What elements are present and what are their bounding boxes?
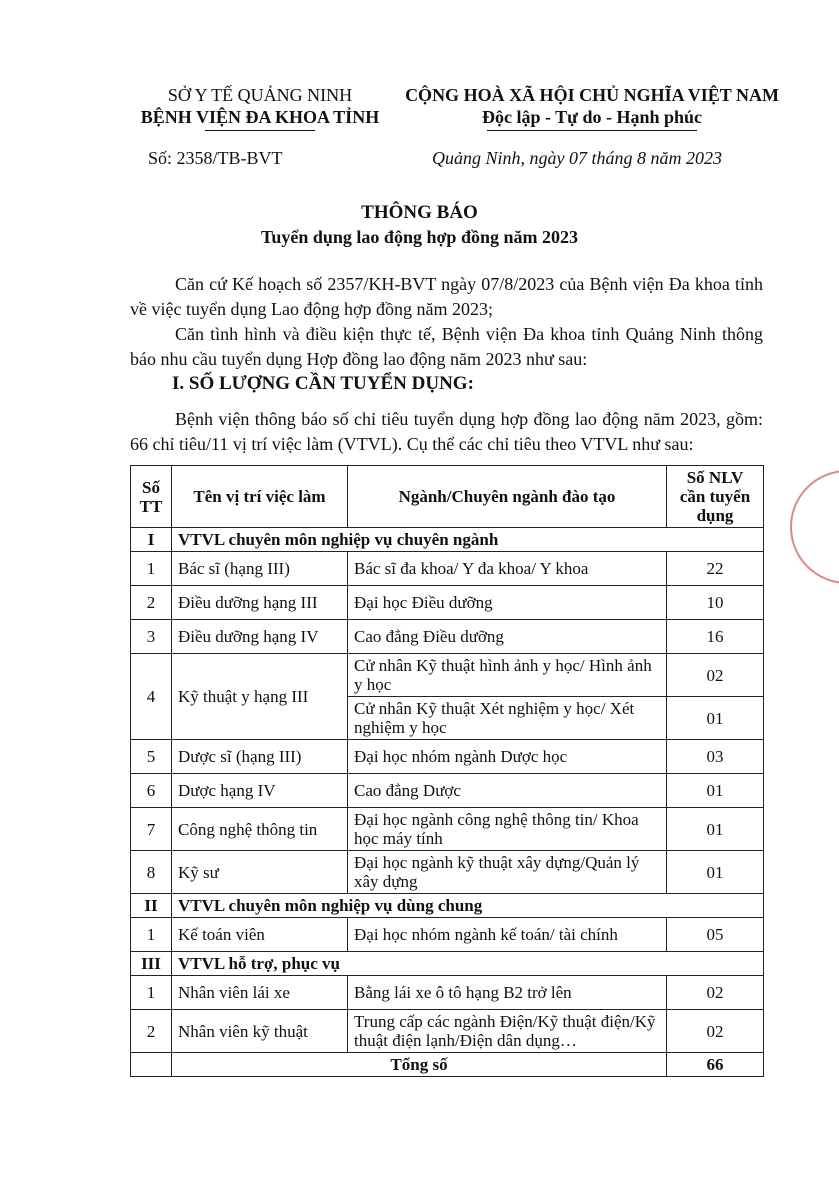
row-position: Kỹ sư (172, 851, 348, 894)
row-stt: 1 (131, 976, 172, 1010)
section-row (131, 952, 764, 976)
table-row (131, 654, 764, 697)
document-number: Số: 2358/TB-BVT (148, 148, 283, 168)
motto: Độc lập - Tự do - Hạnh phúc (481, 107, 703, 127)
motto-underline (487, 130, 697, 131)
row-count: 22 (667, 552, 764, 586)
row-major: Bác sĩ đa khoa/ Y đa khoa/ Y khoa (348, 552, 667, 586)
row-major: Bằng lái xe ô tô hạng B2 trở lên (348, 976, 667, 1010)
row-position: Dược hạng IV (172, 774, 348, 808)
total-label: Tổng số (172, 1053, 667, 1077)
section-number: III (131, 952, 172, 976)
row-major: Trung cấp các ngành Điện/Kỹ thuật điện/Kỹ thuật điện lạnh/Điện dân dụng… (348, 1010, 667, 1053)
total-empty (131, 1053, 172, 1077)
row-stt: 1 (131, 552, 172, 586)
row-count: 03 (667, 740, 764, 774)
paragraph-situation (130, 322, 763, 372)
section-row (131, 528, 764, 552)
table-row (131, 552, 764, 586)
row-count: 02 (667, 1010, 764, 1053)
document-date: Quảng Ninh, ngày 07 tháng 8 năm 2023 (432, 148, 722, 168)
row-stt: 1 (131, 918, 172, 952)
recruitment-table (130, 465, 764, 1077)
row-position: Điều dưỡng hạng IV (172, 620, 348, 654)
national-motto-block (392, 84, 792, 131)
row-major: Cử nhân Kỹ thuật hình ảnh y học/ Hình ảnh y học (348, 654, 667, 697)
section-paragraph (130, 407, 763, 457)
table-row (131, 740, 764, 774)
page-title: THÔNG BÁO (361, 202, 478, 223)
section-heading: I. SỐ LƯỢNG CẦN TUYỂN DỤNG: (172, 373, 474, 394)
row-stt: 3 (131, 620, 172, 654)
row-count: 01 (667, 808, 764, 851)
row-position: Nhân viên kỹ thuật (172, 1010, 348, 1053)
official-stamp (790, 470, 839, 584)
hospital-name: BỆNH VIỆN ĐA KHOA TỈNH (140, 107, 380, 127)
row-count: 01 (667, 851, 764, 894)
row-stt: 6 (131, 774, 172, 808)
hospital-underline (205, 130, 315, 131)
row-stt: 2 (131, 1010, 172, 1053)
section-number: I (131, 528, 172, 552)
table-row (131, 808, 764, 851)
row-major: Đại học nhóm ngành Dược học (348, 740, 667, 774)
table-row (131, 774, 764, 808)
table-row (131, 586, 764, 620)
row-major: Cao đẳng Dược (348, 774, 667, 808)
row-count: 16 (667, 620, 764, 654)
row-major: Đại học Điều dưỡng (348, 586, 667, 620)
table-header-row (131, 466, 764, 528)
table-row (131, 976, 764, 1010)
paragraph-situation-text: Căn tình hình và điều kiện thực tế, Bệnh viện Đa khoa tỉnh Quảng Ninh thông báo nhu cầu tuyển dụng Hợp đồng lao động năm 2023 như sau: (130, 324, 763, 369)
country-name: CỘNG HOÀ XÃ HỘI CHỦ NGHĨA VIỆT NAM (405, 85, 779, 105)
section-row (131, 894, 764, 918)
row-stt: 2 (131, 586, 172, 620)
row-position: Dược sĩ (hạng III) (172, 740, 348, 774)
agency-block (115, 84, 405, 131)
section-title: VTVL hỗ trợ, phục vụ (172, 952, 764, 976)
table-row (131, 1010, 764, 1053)
row-position: Bác sĩ (hạng III) (172, 552, 348, 586)
paragraph-basis (130, 272, 763, 322)
ministry-name: SỞ Y TẾ QUẢNG NINH (167, 85, 353, 105)
header-major: Ngành/Chuyên ngành đào tạo (348, 466, 667, 528)
row-major: Cao đẳng Điều dưỡng (348, 620, 667, 654)
row-count: 02 (667, 654, 764, 697)
row-major: Đại học nhóm ngành kế toán/ tài chính (348, 918, 667, 952)
header-stt: Số TT (131, 466, 172, 528)
section-number: II (131, 894, 172, 918)
row-major: Đại học ngành công nghệ thông tin/ Khoa học máy tính (348, 808, 667, 851)
page-subtitle: Tuyển dụng lao động hợp đồng năm 2023 (261, 227, 578, 247)
section-paragraph-text: Bệnh viện thông báo số chỉ tiêu tuyển dụng hợp đồng lao động năm 2023, gồm: 66 chỉ tiêu/11 vị trí việc làm (VTVL). Cụ thể các chỉ tiêu theo VTVL như sau: (130, 409, 763, 454)
row-count: 02 (667, 976, 764, 1010)
total-row (131, 1053, 764, 1077)
row-count: 10 (667, 586, 764, 620)
total-count: 66 (667, 1053, 764, 1077)
paragraph-basis-text: Căn cứ Kế hoạch số 2357/KH-BVT ngày 07/8/2023 của Bệnh viện Đa khoa tỉnh về việc tuyển dụng Lao động hợp đồng năm 2023; (130, 274, 763, 319)
row-position: Nhân viên lái xe (172, 976, 348, 1010)
table-row (131, 620, 764, 654)
row-position: Điều dưỡng hạng III (172, 586, 348, 620)
row-stt: 8 (131, 851, 172, 894)
row-stt: 5 (131, 740, 172, 774)
table-row (131, 918, 764, 952)
row-count: 05 (667, 918, 764, 952)
row-major: Cử nhân Kỹ thuật Xét nghiệm y học/ Xét nghiệm y học (348, 697, 667, 740)
row-major: Đại học ngành kỹ thuật xây dựng/Quản lý xây dựng (348, 851, 667, 894)
header-position: Tên vị trí việc làm (172, 466, 348, 528)
table-row (131, 851, 764, 894)
row-count: 01 (667, 774, 764, 808)
row-count: 01 (667, 697, 764, 740)
section-title: VTVL chuyên môn nghiệp vụ dùng chung (172, 894, 764, 918)
row-stt: 7 (131, 808, 172, 851)
header-count: Số NLV cần tuyển dụng (667, 466, 764, 528)
row-position: Công nghệ thông tin (172, 808, 348, 851)
row-stt: 4 (131, 654, 172, 740)
row-position: Kỹ thuật y hạng III (172, 654, 348, 740)
row-position: Kế toán viên (172, 918, 348, 952)
section-title: VTVL chuyên môn nghiệp vụ chuyên ngành (172, 528, 764, 552)
